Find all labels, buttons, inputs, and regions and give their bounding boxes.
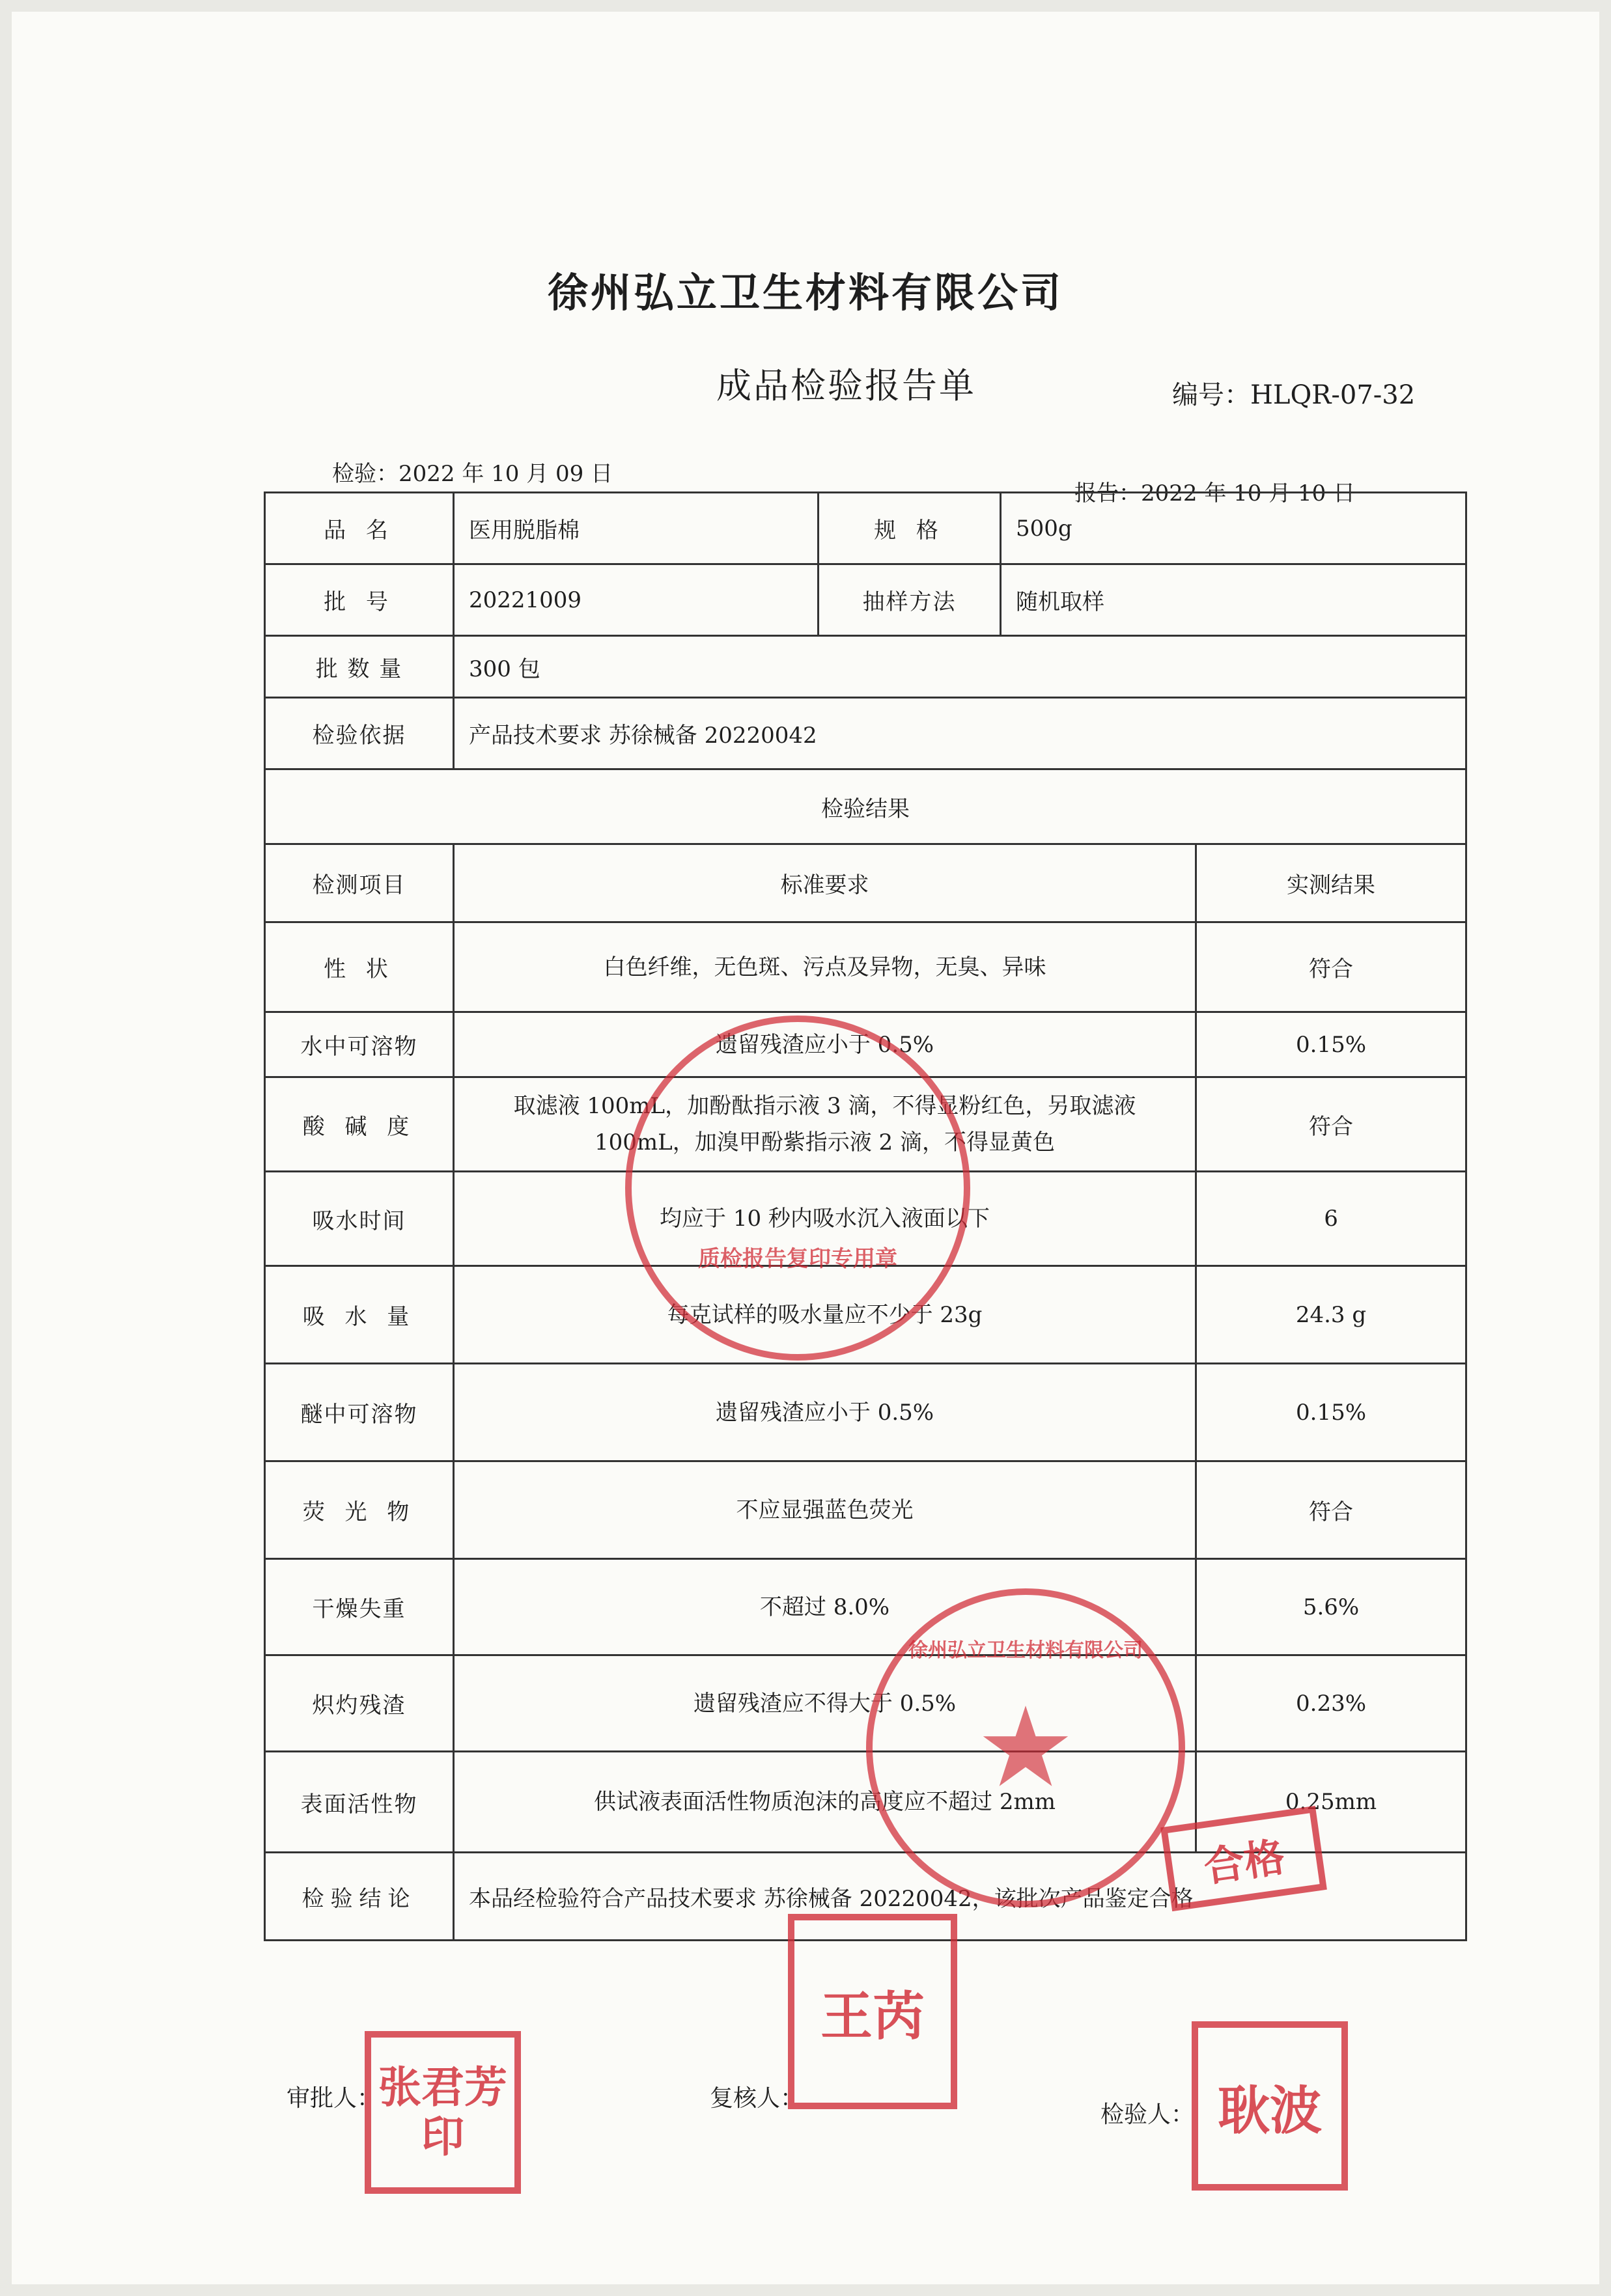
reviewer-seal: 王芮 [788,1914,957,2109]
col-header-result: 实测结果 [1196,844,1466,922]
company-seal-text: 徐州弘立卫生材料有限公司 [908,1639,1143,1662]
row-item: 酸 碱 度 [265,1077,454,1172]
document-title: 成品检验报告单 [716,365,976,406]
row-standard: 供试液表面活性物质泡沫的高度应不超过 2mm [454,1752,1196,1853]
table-row [265,1172,1466,1266]
pass-stamp: 合格 [1160,1806,1327,1911]
document-number: 编号：HLQR-07-32 [1172,380,1416,410]
row-standard: 每克试样的吸水量应不少于 23g [454,1266,1196,1364]
row-standard: 遗留残渣应小于 0.5% [454,1012,1196,1077]
row-result: 0.23% [1196,1655,1466,1752]
product-row [265,493,1466,564]
row-item: 表面活性物 [265,1752,454,1853]
table-row [265,922,1466,1012]
row-standard: 白色纤维，无色斑、污点及异物，无臭、异味 [454,922,1196,1012]
row-standard: 均应于 10 秒内吸水沉入液面以下 [454,1172,1196,1266]
table-row [265,1364,1466,1461]
row-result: 符合 [1196,1461,1466,1559]
inspection-report-table [264,491,1467,1941]
basis-row [265,698,1466,769]
table-row [265,1752,1466,1853]
col-header-item: 检测项目 [265,844,454,922]
product-label: 品 名 [265,493,454,564]
batch-row [265,564,1466,636]
row-standard: 取滤液 100mL，加酚酞指示液 3 滴，不得显粉红色，另取滤液 100mL，加溴甲酚紫指示液 2 滴，不得显黄色 [454,1077,1196,1172]
reviewer-label: 复核人： [710,2085,804,2112]
results-section-row [265,769,1466,844]
row-standard: 遗留残渣应小于 0.5% [454,1364,1196,1461]
row-item: 吸水时间 [265,1172,454,1266]
report-date: 报告：2022 年 10 月 10 日 [1074,480,1356,506]
row-result: 24.3 g [1196,1266,1466,1364]
table-row [265,1012,1466,1077]
conclusion-label: 检验结论 [265,1853,454,1941]
table-row [265,1655,1466,1752]
table-row [265,1461,1466,1559]
inspection-date: 检验：2022 年 10 月 09 日 [332,461,613,487]
row-result: 0.25mm [1196,1752,1466,1853]
product-value: 医用脱脂棉 [454,493,819,564]
row-item: 荧 光 物 [265,1461,454,1559]
conclusion-value: 本品经检验符合产品技术要求 苏徐械备 20220042，该批次产品鉴定合格 [454,1853,1466,1941]
sampling-value: 随机取样 [1001,564,1466,636]
qa-seal-text: 质检报告复印专用章 [698,1246,897,1272]
results-header-row [265,844,1466,922]
row-standard: 遗留残渣应不得大于 0.5% [454,1655,1196,1752]
quantity-value: 300 包 [454,636,1466,698]
row-item: 醚中可溶物 [265,1364,454,1461]
row-result: 符合 [1196,1077,1466,1172]
row-standard: 不应显强蓝色荧光 [454,1461,1196,1559]
row-item: 水中可溶物 [265,1012,454,1077]
star-icon: ★ [975,1683,1076,1812]
results-section-title: 检验结果 [265,769,1466,844]
inspector-seal: 耿波 [1192,2021,1348,2191]
sampling-label: 抽样方法 [819,564,1001,636]
table-row [265,1266,1466,1364]
row-item: 吸 水 量 [265,1266,454,1364]
row-item: 炽灼残渣 [265,1655,454,1752]
col-header-standard: 标准要求 [454,844,1196,922]
spec-value: 500g [1001,493,1466,564]
row-result: 0.15% [1196,1012,1466,1077]
basis-value: 产品技术要求 苏徐械备 20220042 [454,698,1466,769]
row-result: 5.6% [1196,1559,1466,1655]
spec-label: 规 格 [819,493,1001,564]
company-name: 徐州弘立卫生材料有限公司 [547,269,1063,316]
quantity-label: 批 数 量 [265,636,454,698]
row-standard: 不超过 8.0% [454,1559,1196,1655]
row-result: 0.15% [1196,1364,1466,1461]
approver-label: 审批人： [287,2085,381,2112]
row-item: 干燥失重 [265,1559,454,1655]
inspector-label: 检验人： [1100,2101,1195,2128]
quantity-row [265,636,1466,698]
row-item: 性 状 [265,922,454,1012]
table-row [265,1559,1466,1655]
table-row [265,1077,1466,1172]
approver-seal: 张君芳印 [365,2031,521,2194]
row-result: 符合 [1196,922,1466,1012]
batch-value: 20221009 [454,564,819,636]
basis-label: 检验依据 [265,698,454,769]
conclusion-row [265,1853,1466,1941]
row-result: 6 [1196,1172,1466,1266]
batch-label: 批 号 [265,564,454,636]
